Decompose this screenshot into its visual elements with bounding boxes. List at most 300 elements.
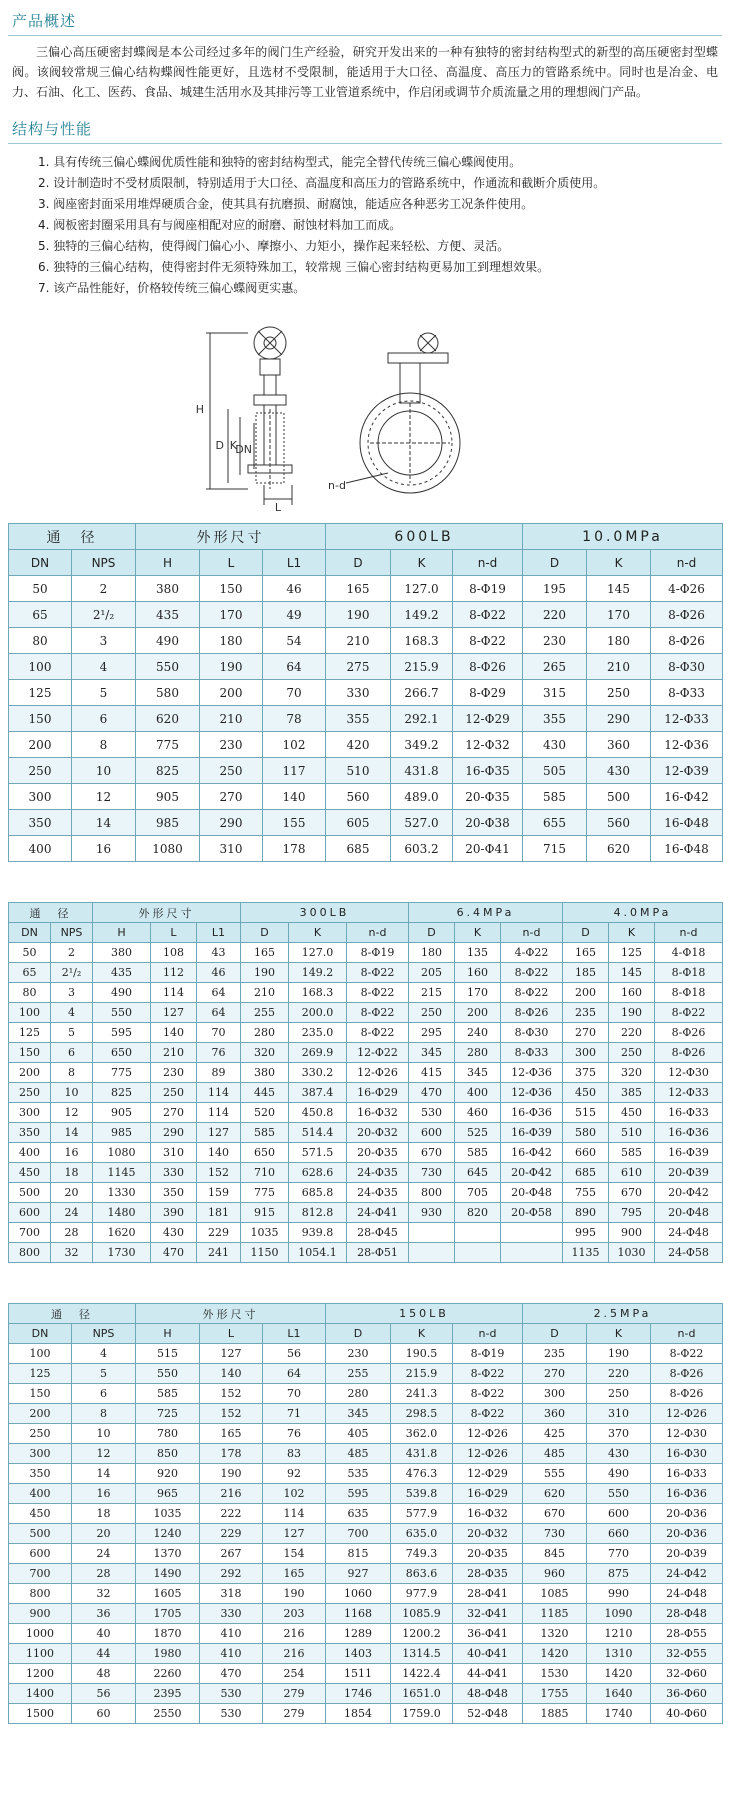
- table-cell: 8-Φ22: [453, 1404, 523, 1424]
- table-cell: 65: [9, 602, 72, 628]
- table-cell: 292.1: [391, 706, 453, 732]
- col-header: n-d: [453, 550, 523, 576]
- table-cell: 470: [151, 1243, 197, 1263]
- table-cell: 190: [587, 1344, 651, 1364]
- table-cell: 850: [136, 1444, 200, 1464]
- table-cell: 28-Φ55: [651, 1624, 723, 1644]
- table-cell: 64: [197, 1003, 241, 1023]
- table-cell: 6: [72, 706, 136, 732]
- table-cell: 71: [263, 1404, 326, 1424]
- table-cell: 1420: [587, 1664, 651, 1684]
- table-cell: 20-Φ38: [453, 810, 523, 836]
- table-cell: 24-Φ48: [651, 1584, 723, 1604]
- table-cell: 1085: [523, 1584, 587, 1604]
- table-cell: 12: [72, 1444, 136, 1464]
- table-cell: 8-Φ22: [347, 1023, 409, 1043]
- table-row: [9, 1684, 723, 1704]
- table-cell: 410: [200, 1644, 263, 1664]
- table-cell: 125: [609, 943, 655, 963]
- table-cell: 46: [197, 963, 241, 983]
- col-header: D: [523, 1324, 587, 1344]
- table-cell: 298.5: [391, 1404, 453, 1424]
- valve-drawing: [8, 313, 722, 513]
- table-cell: 83: [263, 1444, 326, 1464]
- table-cell: 12-Φ39: [651, 758, 723, 784]
- table-cell: 32-Φ60: [651, 1664, 723, 1684]
- table-cell: 16-Φ42: [651, 784, 723, 810]
- table-cell: 2550: [136, 1704, 200, 1724]
- table-row: [9, 784, 723, 810]
- structure-title: 结构与性能: [12, 120, 93, 138]
- table-cell: 24-Φ48: [655, 1223, 723, 1243]
- list-item: 5. 独特的三偏心结构，使得阀门偏心小、摩擦小、力矩小，操作起来轻松、方便、灵活。: [38, 239, 510, 253]
- table-cell: 385: [609, 1083, 655, 1103]
- table-cell: 510: [609, 1123, 655, 1143]
- table-cell: 10: [72, 1424, 136, 1444]
- table-cell: 16: [72, 836, 136, 862]
- table-cell: 995: [563, 1223, 609, 1243]
- table-cell: 1705: [136, 1604, 200, 1624]
- table-cell: 500: [587, 784, 651, 810]
- table-cell: 185: [563, 963, 609, 983]
- table-cell: 1000: [9, 1624, 72, 1644]
- table-cell: 190: [241, 963, 289, 983]
- table-cell: 44: [72, 1644, 136, 1664]
- table-cell: 292: [200, 1564, 263, 1584]
- header-bore: 通 径: [9, 903, 93, 923]
- table-cell: 485: [523, 1444, 587, 1464]
- table-cell: 8-Φ22: [347, 963, 409, 983]
- table-cell: 1085.9: [391, 1604, 453, 1624]
- header-class: 2.5MPa: [523, 1304, 723, 1324]
- table-cell: 1035: [136, 1504, 200, 1524]
- table-cell: [501, 1243, 563, 1263]
- table-cell: 40-Φ60: [651, 1704, 723, 1724]
- list-item: 1. 具有传统三偏心蝶阀优质性能和独特的密封结构型式，能完全替代传统三偏心蝶阀使用。: [38, 155, 522, 169]
- table-cell: 24-Φ35: [347, 1183, 409, 1203]
- col-header: K: [455, 923, 501, 943]
- table-cell: 20-Φ39: [655, 1163, 723, 1183]
- table-cell: 2¹/₂: [51, 963, 93, 983]
- table-cell: 200: [200, 680, 263, 706]
- table-cell: 920: [136, 1464, 200, 1484]
- table-cell: 222: [200, 1504, 263, 1524]
- table-cell: 203: [263, 1604, 326, 1624]
- table-row: [9, 810, 723, 836]
- table-row: [9, 1584, 723, 1604]
- table-cell: 535: [326, 1464, 391, 1484]
- table-cell: 431.8: [391, 758, 453, 784]
- table-cell: 8-Φ29: [453, 680, 523, 706]
- table-cell: 1030: [609, 1243, 655, 1263]
- col-header: DN: [9, 923, 51, 943]
- table-cell: 550: [136, 654, 200, 680]
- table-cell: 430: [587, 1444, 651, 1464]
- table-cell: 425: [523, 1424, 587, 1444]
- table-cell: 1885: [523, 1704, 587, 1724]
- table-cell: 168.3: [289, 983, 347, 1003]
- table-cell: 28: [72, 1564, 136, 1584]
- table-cell: 20-Φ41: [453, 836, 523, 862]
- table-cell: 715: [523, 836, 587, 862]
- table-cell: 14: [72, 810, 136, 836]
- table-cell: 89: [197, 1063, 241, 1083]
- table-cell: 1870: [136, 1624, 200, 1644]
- table-cell: 140: [263, 784, 326, 810]
- table-row: [9, 732, 723, 758]
- table-cell: 1330: [93, 1183, 151, 1203]
- table-cell: 470: [200, 1664, 263, 1684]
- table-cell: 14: [72, 1464, 136, 1484]
- col-header: H: [136, 550, 200, 576]
- table-cell: 270: [151, 1103, 197, 1123]
- col-header: n-d: [655, 923, 723, 943]
- table-cell: 1511: [326, 1664, 391, 1684]
- table-cell: 600: [9, 1544, 72, 1564]
- table-cell: 628.6: [289, 1163, 347, 1183]
- table-cell: 269.9: [289, 1043, 347, 1063]
- table-cell: 210: [151, 1043, 197, 1063]
- table-cell: 295: [409, 1023, 455, 1043]
- table-cell: 990: [587, 1584, 651, 1604]
- table-cell: 815: [326, 1544, 391, 1564]
- table-cell: 140: [200, 1364, 263, 1384]
- table-cell: 20-Φ58: [501, 1203, 563, 1223]
- label-d: D: [215, 439, 224, 452]
- table-cell: 216: [200, 1484, 263, 1504]
- table-cell: 595: [326, 1484, 391, 1504]
- table-cell: 250: [9, 1424, 72, 1444]
- col-header: L1: [197, 923, 241, 943]
- header-class: 600LB: [326, 524, 523, 550]
- table-cell: 8-Φ33: [501, 1043, 563, 1063]
- table-cell: 812.8: [289, 1203, 347, 1223]
- table-cell: 20-Φ36: [651, 1524, 723, 1544]
- table-cell: 770: [587, 1544, 651, 1564]
- table-cell: 290: [151, 1123, 197, 1143]
- table-cell: 310: [200, 836, 263, 862]
- table-cell: 270: [523, 1364, 587, 1384]
- table-cell: 2: [72, 576, 136, 602]
- table-cell: 117: [263, 758, 326, 784]
- table-row: [9, 1143, 723, 1163]
- table-cell: 4: [51, 1003, 93, 1023]
- table-cell: 1530: [523, 1664, 587, 1684]
- table-cell: 345: [409, 1043, 455, 1063]
- table-row: [9, 1344, 723, 1364]
- table-cell: 5: [51, 1023, 93, 1043]
- table-cell: 435: [136, 602, 200, 628]
- table-cell: 505: [523, 758, 587, 784]
- table-row: [9, 1504, 723, 1524]
- table-cell: 8: [51, 1063, 93, 1083]
- table-cell: 320: [609, 1063, 655, 1083]
- table-cell: 230: [523, 628, 587, 654]
- table-cell: 80: [9, 628, 72, 654]
- table-cell: 315: [523, 680, 587, 706]
- table-cell: 16-Φ33: [655, 1103, 723, 1123]
- table-cell: 215.9: [391, 654, 453, 680]
- table-cell: 12-Φ30: [651, 1424, 723, 1444]
- table-cell: 135: [455, 943, 501, 963]
- table-cell: 190: [200, 1464, 263, 1484]
- table-cell: 600: [409, 1123, 455, 1143]
- table-cell: 32-Φ55: [651, 1644, 723, 1664]
- table-cell: 56: [263, 1344, 326, 1364]
- table-row: [9, 654, 723, 680]
- table-cell: 300: [9, 784, 72, 810]
- table-cell: 254: [263, 1664, 326, 1684]
- table-cell: 12-Φ36: [651, 732, 723, 758]
- table-cell: 16-Φ35: [453, 758, 523, 784]
- table-cell: 600: [587, 1504, 651, 1524]
- table-cell: 380: [93, 943, 151, 963]
- header-class: 10.0MPa: [523, 524, 723, 550]
- table-cell: 279: [263, 1684, 326, 1704]
- table-cell: 275: [326, 654, 391, 680]
- table-cell: 180: [587, 628, 651, 654]
- table-cell: 108: [151, 943, 197, 963]
- table-cell: 1400: [9, 1684, 72, 1704]
- table-cell: 140: [151, 1023, 197, 1043]
- table-cell: 250: [9, 1083, 51, 1103]
- table-cell: 400: [9, 836, 72, 862]
- col-header: D: [241, 923, 289, 943]
- table-cell: 514.4: [289, 1123, 347, 1143]
- table-cell: 279: [263, 1704, 326, 1724]
- table-cell: 660: [587, 1524, 651, 1544]
- table-cell: 70: [197, 1023, 241, 1043]
- table-cell: 12-Φ32: [453, 732, 523, 758]
- table-cell: 190: [326, 602, 391, 628]
- table-cell: 24-Φ42: [651, 1564, 723, 1584]
- table-cell: 24-Φ35: [347, 1163, 409, 1183]
- table-cell: 54: [263, 628, 326, 654]
- table-cell: 8-Φ19: [453, 576, 523, 602]
- table-cell: 43: [197, 943, 241, 963]
- table-cell: [455, 1223, 501, 1243]
- table-cell: 32: [51, 1243, 93, 1263]
- table-row: [9, 602, 723, 628]
- header-dimensions: 外形尺寸: [93, 903, 241, 923]
- table-cell: 1210: [587, 1624, 651, 1644]
- table-cell: 350: [9, 1464, 72, 1484]
- spec-table-600lb: [8, 523, 723, 862]
- table-cell: 550: [587, 1484, 651, 1504]
- table-cell: 152: [197, 1163, 241, 1183]
- table-cell: 8-Φ22: [655, 1003, 723, 1023]
- table-cell: 220: [609, 1023, 655, 1043]
- table-cell: 1320: [523, 1624, 587, 1644]
- table-cell: 310: [587, 1404, 651, 1424]
- table-cell: 1185: [523, 1604, 587, 1624]
- table-cell: 235: [563, 1003, 609, 1023]
- col-header: K: [289, 923, 347, 943]
- table-cell: 100: [9, 654, 72, 680]
- table-cell: 125: [9, 1364, 72, 1384]
- table-cell: 965: [136, 1484, 200, 1504]
- table-cell: 70: [263, 1384, 326, 1404]
- table-cell: 775: [241, 1183, 289, 1203]
- table-cell: 430: [151, 1223, 197, 1243]
- table-cell: 12-Φ33: [651, 706, 723, 732]
- table-cell: 960: [523, 1564, 587, 1584]
- table-cell: 4-Φ22: [501, 943, 563, 963]
- table-cell: 670: [523, 1504, 587, 1524]
- table-cell: 150: [9, 1043, 51, 1063]
- table-cell: 12-Φ36: [501, 1083, 563, 1103]
- table-cell: 1755: [523, 1684, 587, 1704]
- table-cell: 70: [263, 680, 326, 706]
- table-row: [9, 943, 723, 963]
- table-cell: 900: [609, 1223, 655, 1243]
- table-cell: 515: [136, 1344, 200, 1364]
- col-header: DN: [9, 1324, 72, 1344]
- header-dimensions: 外形尺寸: [136, 524, 326, 550]
- table-cell: 1746: [326, 1684, 391, 1704]
- table-cell: 8-Φ22: [347, 1003, 409, 1023]
- table-cell: 230: [151, 1063, 197, 1083]
- table-cell: 241.3: [391, 1384, 453, 1404]
- table-cell: 900: [9, 1604, 72, 1624]
- table-cell: 28: [51, 1223, 93, 1243]
- table-cell: 12-Φ29: [453, 1464, 523, 1484]
- table-cell: 165: [563, 943, 609, 963]
- table-cell: 48-Φ48: [453, 1684, 523, 1704]
- table-cell: 1145: [93, 1163, 151, 1183]
- table-cell: 1500: [9, 1704, 72, 1724]
- table-cell: 1620: [93, 1223, 151, 1243]
- table-cell: 1090: [587, 1604, 651, 1624]
- table-cell: 345: [455, 1063, 501, 1083]
- table-cell: 725: [136, 1404, 200, 1424]
- table-cell: 145: [587, 576, 651, 602]
- table-cell: 149.2: [391, 602, 453, 628]
- table-row: [9, 1484, 723, 1504]
- overview-text: 三偏心高压硬密封蝶阀是本公司经过多年的阀门生产经验，研究开发出来的一种有独特的密封结构型式的新型的高压硬密封型蝶阀。该阀较常规三偏心结构蝶阀性能更好，且选材不受限制，能适用于大口径、高温度、高压力的管路系统中。同时也是冶金、电力、石油、化工、医药、食品、城建生活用水及其排污等工业管道系统中，作启闭或调节介质流量之用的理想阀门产品。: [12, 45, 718, 99]
- table-cell: 16-Φ30: [651, 1444, 723, 1464]
- table-cell: 20: [72, 1524, 136, 1544]
- col-header: K: [391, 550, 453, 576]
- table-cell: 476.3: [391, 1464, 453, 1484]
- table-row: [9, 1624, 723, 1644]
- table-cell: 1200.2: [391, 1624, 453, 1644]
- table-row: [9, 628, 723, 654]
- table-cell: 345: [326, 1404, 391, 1424]
- table-row: [9, 1103, 723, 1123]
- table-cell: 300: [563, 1043, 609, 1063]
- table-cell: 44-Φ41: [453, 1664, 523, 1684]
- col-header: H: [136, 1324, 200, 1344]
- table-cell: 127: [263, 1524, 326, 1544]
- table-cell: 10: [72, 758, 136, 784]
- table-row: [9, 1003, 723, 1023]
- table-cell: 685: [326, 836, 391, 862]
- table-row: [9, 1664, 723, 1684]
- table-cell: 170: [455, 983, 501, 1003]
- table-cell: 255: [241, 1003, 289, 1023]
- table-cell: 114: [197, 1103, 241, 1123]
- table-cell: 6: [72, 1384, 136, 1404]
- table-cell: 400: [455, 1083, 501, 1103]
- table-cell: 290: [200, 810, 263, 836]
- table-cell: 1135: [563, 1243, 609, 1263]
- table-cell: 250: [609, 1043, 655, 1063]
- table-cell: 410: [200, 1624, 263, 1644]
- table-cell: 40: [72, 1624, 136, 1644]
- table-cell: 1150: [241, 1243, 289, 1263]
- table-cell: 685: [563, 1163, 609, 1183]
- table-cell: 330.2: [289, 1063, 347, 1083]
- table-cell: 430: [587, 758, 651, 784]
- col-header: n-d: [347, 923, 409, 943]
- table-row: [9, 1223, 723, 1243]
- table-cell: 112: [151, 963, 197, 983]
- table-cell: 620: [523, 1484, 587, 1504]
- table-cell: 530: [200, 1684, 263, 1704]
- table-row: [9, 1203, 723, 1223]
- table-row: [9, 1043, 723, 1063]
- table-cell: 28-Φ41: [453, 1584, 523, 1604]
- table-cell: 20-Φ42: [501, 1163, 563, 1183]
- table-cell: 8-Φ22: [453, 628, 523, 654]
- table-cell: 360: [523, 1404, 587, 1424]
- table-cell: 595: [93, 1023, 151, 1043]
- table-cell: 355: [326, 706, 391, 732]
- table-cell: 8-Φ26: [655, 1023, 723, 1043]
- table-row: [9, 1023, 723, 1043]
- table-cell: 152: [200, 1404, 263, 1424]
- table-row: [9, 1464, 723, 1484]
- table-cell: 2¹/₂: [72, 602, 136, 628]
- table-cell: 8-Φ30: [651, 654, 723, 680]
- table-cell: 60: [72, 1704, 136, 1724]
- table-cell: 1080: [136, 836, 200, 862]
- table-cell: 16-Φ48: [651, 836, 723, 862]
- table-cell: 485: [326, 1444, 391, 1464]
- table-cell: 1200: [9, 1664, 72, 1684]
- table-cell: 355: [523, 706, 587, 732]
- table-cell: 125: [9, 680, 72, 706]
- col-header: DN: [9, 550, 72, 576]
- table-cell: 1740: [587, 1704, 651, 1724]
- table-cell: 380: [241, 1063, 289, 1083]
- table-cell: 12-Φ26: [453, 1424, 523, 1444]
- label-k: K: [229, 439, 237, 452]
- table-cell: 210: [241, 983, 289, 1003]
- table-cell: 2: [51, 943, 93, 963]
- table-cell: 585: [609, 1143, 655, 1163]
- table-cell: 905: [93, 1103, 151, 1123]
- table-cell: 16-Φ39: [501, 1123, 563, 1143]
- table-cell: 100: [9, 1344, 72, 1364]
- col-header: L1: [263, 550, 326, 576]
- table-cell: 349.2: [391, 732, 453, 758]
- table-cell: 76: [197, 1043, 241, 1063]
- table-cell: 730: [523, 1524, 587, 1544]
- table-cell: 1420: [523, 1644, 587, 1664]
- table-cell: 470: [409, 1083, 455, 1103]
- table-cell: 775: [136, 732, 200, 758]
- table-cell: 40-Φ41: [453, 1644, 523, 1664]
- table-cell: 645: [455, 1163, 501, 1183]
- table-cell: 180: [409, 943, 455, 963]
- table-cell: 585: [523, 784, 587, 810]
- table-cell: 685.8: [289, 1183, 347, 1203]
- table-cell: 200: [9, 732, 72, 758]
- table-cell: 20-Φ32: [453, 1524, 523, 1544]
- table-cell: 1035: [241, 1223, 289, 1243]
